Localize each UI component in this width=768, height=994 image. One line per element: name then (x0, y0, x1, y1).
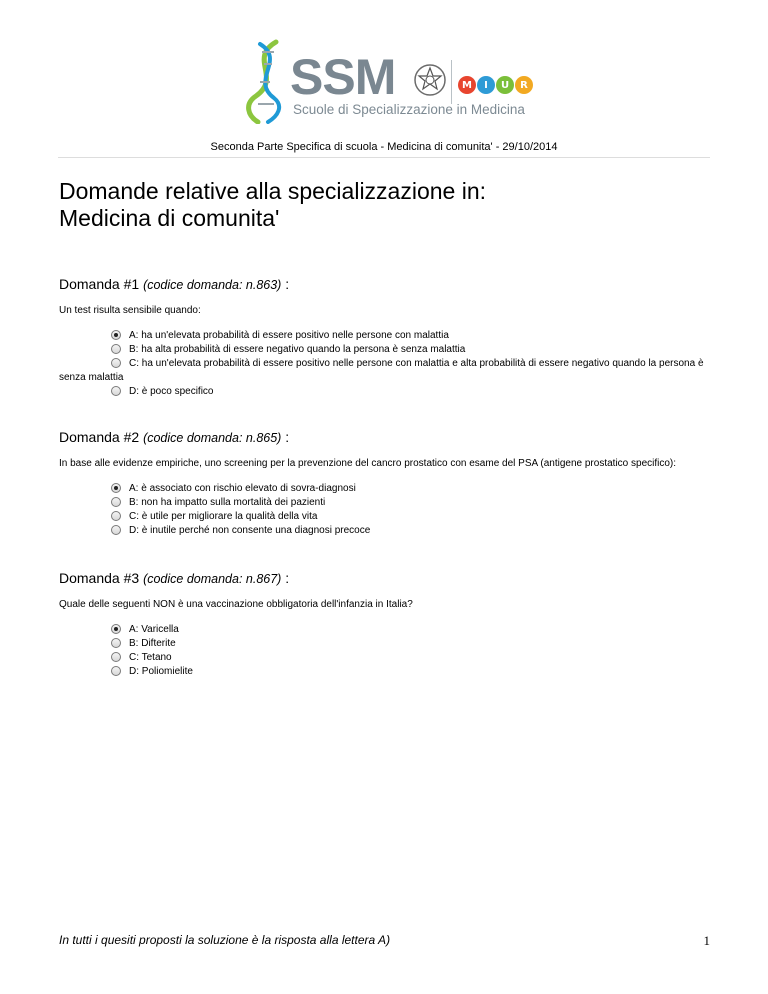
answer-options (59, 623, 709, 679)
question-text: In base alle evidenze empiriche, uno screening per la prevenzione del cancro prostatico con esame del PSA (antigene prostatico specifico): (59, 458, 677, 469)
question-heading (59, 428, 709, 447)
question-code: (codice domanda: n.863) (143, 278, 282, 292)
option-d (59, 385, 709, 399)
page-number: 1 (703, 933, 710, 948)
question-suffix: : (281, 570, 290, 586)
page-title-line2: Medicina di comunita' (59, 205, 280, 231)
radio-icon[interactable] (111, 638, 121, 648)
option-a (59, 329, 709, 343)
miur-letter-m: M (458, 76, 476, 94)
miur-letter-r: R (515, 76, 533, 94)
radio-selected-icon[interactable] (111, 624, 121, 634)
question-heading (59, 569, 709, 588)
italian-republic-emblem-icon (413, 62, 447, 98)
option-a (59, 623, 709, 637)
option-label: A: ha un'elevata probabilità di essere positivo nelle persone con malattia (129, 330, 449, 341)
miur-letter-i: I (477, 76, 495, 94)
radio-icon[interactable] (111, 525, 121, 535)
option-b (59, 637, 709, 651)
question-2 (59, 428, 709, 538)
option-label: C: è utile per migliorare la qualità della vita (129, 511, 318, 522)
question-number: Domanda #1 (59, 276, 140, 292)
radio-selected-icon[interactable] (111, 330, 121, 340)
option-c (59, 510, 709, 524)
page-header: Seconda Parte Specifica di scuola - Medicina di comunita' - 29/10/2014 (210, 141, 558, 153)
option-label: C: ha un'elevata probabilità di essere positivo nelle persone con malattia e alta probabilità di essere negativo quando la persona è senza malattia (59, 358, 704, 383)
answer-options (59, 329, 709, 399)
option-label: B: non ha impatto sulla mortalità dei pazienti (129, 497, 326, 508)
option-label: A: Varicella (129, 624, 179, 635)
question-1 (59, 275, 709, 399)
footer-note: In tutti i quesiti proposti la soluzione è la risposta alla lettera A) (59, 933, 391, 947)
option-a (59, 482, 709, 496)
logo-subtitle: Scuole di Specializzazione in Medicina (293, 102, 525, 117)
question-3 (59, 569, 709, 679)
option-c (59, 357, 709, 385)
answer-options (59, 482, 709, 538)
radio-icon[interactable] (111, 386, 121, 396)
radio-icon[interactable] (111, 652, 121, 662)
question-suffix: : (281, 276, 290, 292)
radio-selected-icon[interactable] (111, 483, 121, 493)
question-number: Domanda #2 (59, 429, 140, 445)
radio-icon[interactable] (111, 511, 121, 521)
option-b (59, 496, 709, 510)
option-label: B: ha alta probabilità di essere negativo quando la persona è senza malattia (129, 344, 466, 355)
option-c (59, 651, 709, 665)
question-code: (codice domanda: n.867) (143, 572, 282, 586)
option-d (59, 524, 709, 538)
radio-icon[interactable] (111, 497, 121, 507)
question-number: Domanda #3 (59, 570, 140, 586)
miur-letter-u: U (496, 76, 514, 94)
option-label: D: è inutile perché non consente una diagnosi precoce (129, 525, 371, 536)
header-divider (58, 157, 710, 158)
option-b (59, 343, 709, 357)
option-label: B: Difterite (129, 638, 176, 649)
radio-icon[interactable] (111, 666, 121, 676)
radio-icon[interactable] (111, 344, 121, 354)
logo-divider (451, 60, 452, 104)
question-text: Un test risulta sensibile quando: (59, 305, 201, 316)
question-code: (codice domanda: n.865) (143, 431, 282, 445)
question-heading (59, 275, 709, 294)
question-text: Quale delle seguenti NON è una vaccinazione obbligatoria dell'infanzia in Italia? (59, 599, 413, 610)
option-d (59, 665, 709, 679)
page-title (59, 178, 486, 232)
page-title-line1: Domande relative alla specializzazione in: (59, 178, 487, 204)
option-label: D: è poco specifico (129, 386, 214, 397)
option-label: C: Tetano (129, 652, 172, 663)
option-label: A: è associato con rischio elevato di sovra-diagnosi (129, 483, 356, 494)
logo-wordmark: SSM (290, 49, 396, 105)
radio-icon[interactable] (111, 358, 121, 368)
option-label: D: Poliomielite (129, 666, 193, 677)
dna-helix-icon (238, 38, 294, 124)
question-suffix: : (281, 429, 290, 445)
ssm-logo (238, 38, 538, 124)
miur-logo (458, 76, 533, 96)
